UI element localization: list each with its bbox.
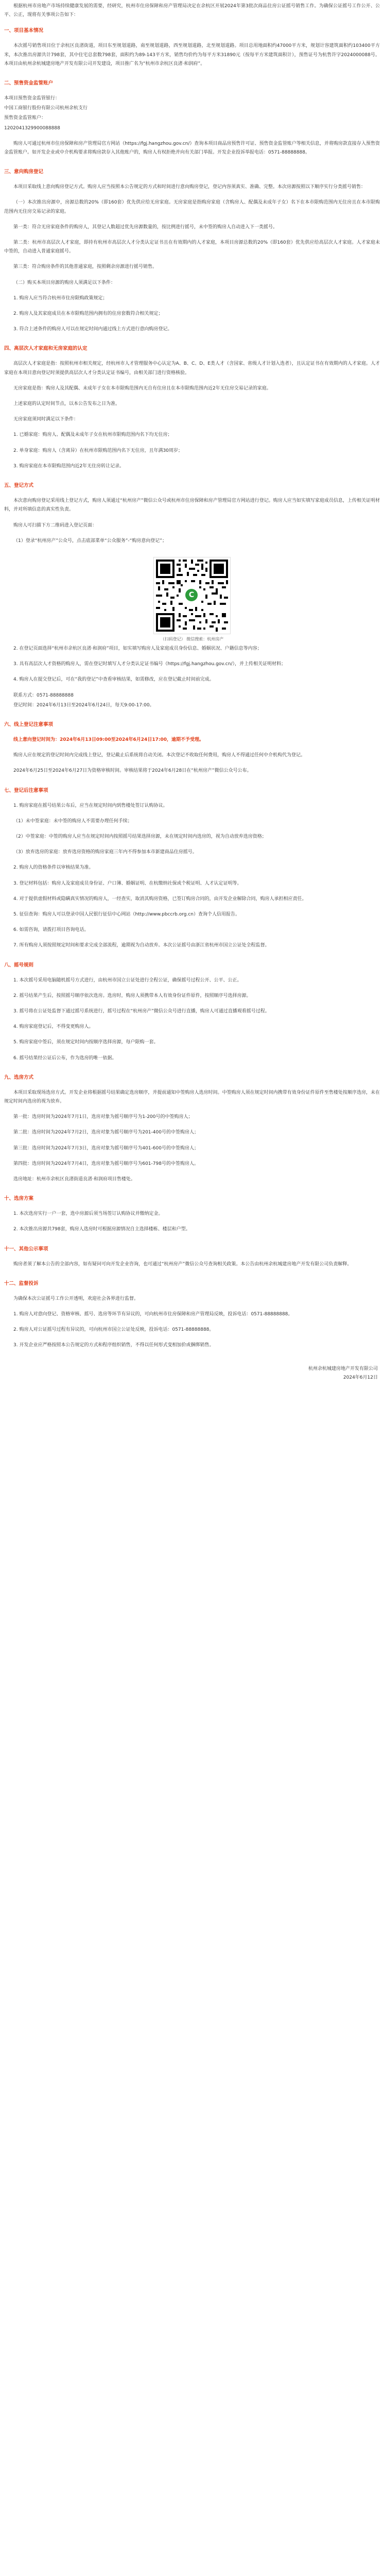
section-paragraph: 1. 本次选房实行一户一套，选中房源后须当场签订认购协议并缴纳定金。 [13, 1211, 163, 1217]
section-paragraph: （二）购买本项目房源的购房人须满足以下条件： [13, 280, 116, 285]
section-paragraph: 1. 购房人应当符合杭州市住房限购政策规定； [13, 295, 108, 301]
section-paragraph: 2024年6月25日至2024年6月27日为资格审核时间。审核结果将于2024年6月28日在“杭州房产”微信公众号公布。 [13, 768, 252, 774]
section-paragraph: 2. 摇号结果产生后，按照摇号顺序依次选房。选房时，购房人须携带本人有效身份证件原件，按照顺序号选择房源。 [13, 993, 251, 998]
section-paragraph: 7. 所有购房人须按照规定时间和要求完成全部流程，逾期视为自动放弃。本次公证摇号由浙江省杭州市国立公证处全程监督。 [13, 943, 270, 948]
section-paragraph: 6. 如需咨询，请拨打项目咨询电话。 [13, 927, 89, 933]
section-paragraph: 第一类：符合无房家庭条件的购房人，其登记人数超过优先房源数量的，按比例进行摇号，未中签的购房人自动进入下一类摇号。 [13, 224, 278, 230]
section-paragraph: 3. 具有高层次人才资格的购房人，需在登记时填写人才分类认定证书编号（https://fgj.hangzhou.gov.cn/），并上传相关证明材料； [13, 662, 286, 667]
section-paragraph: 第三批：选房时间为2024年7月3日，选房对象为摇号顺序号为401-600号的中签购房人； [13, 1145, 199, 1151]
section-paragraph: 本项目采取现场选房方式。开发企业将根据摇号结果确定选房顺序，并提前通知中签购房人选房时间。中签购房人须在规定时间内携带有效身份证件原件至售楼处按顺序选房，未在规定时间内选房的视为放弃。 [4, 1090, 380, 1104]
section-paragraph: 购房人应在规定的登记时间内完成线上登记，登记截止后系统将自动关闭。本次登记不收取任何费用，购房人不得通过任何中介机构代为登记。 [13, 753, 306, 758]
qr-logo [184, 587, 199, 603]
section-paragraph: 选房地址：杭州市余杭区良渚街道良渚·和润府项目售楼处。 [13, 1177, 135, 1182]
section-heading: 三、意向购房登记 [4, 169, 44, 175]
section-paragraph: 2. 在登记页面选择“杭州市余杭区良渚·和润府”项目，如实填写购房人及家庭成员身份信息、婚姻状况、户籍信息等内容； [13, 646, 262, 651]
intro-paragraph: 根据杭州市房地产市场持续健康发展的需要，经研究，杭州市住房保障和房产管理局决定在余杭区开展2024年第3批次商品住房公证摇号销售工作。为确保公证摇号工作公开、公平、公正，现将有关事项公告如下： [4, 4, 380, 18]
section-paragraph: 无房家庭是指：购房人及其配偶、未成年子女在本市限购范围内无自有住房且在本市限购范围内近2年无住房交易记录的家庭。 [13, 385, 271, 391]
section-paragraph: （2）中签家庭：中签的购房人应当在规定时间内按照摇号结果选择房源，未在规定时间内选房的，视为自动放弃选房资格； [13, 834, 267, 839]
highlight-paragraph: 线上意向登记时间为：2024年6月13日09:00至2024年6月24日17:00，逾期不予受理。 [13, 737, 204, 742]
section-heading: 六、线上登记注意事项 [4, 721, 54, 727]
section-paragraph: （1）登录“杭州房产”公众号，点击底部菜单“公众服务”-“购房意向登记”； [13, 538, 167, 544]
section-paragraph: （3）放弃选房的家庭：放弃选房资格的购房家庭三年内不得参加本市新建商品住房摇号。 [13, 850, 197, 855]
qr-caption-line2: 微信搜索：杭州房产 [186, 636, 224, 641]
section-heading: 十一、其他公示事项 [4, 1246, 48, 1252]
section-paragraph: 购房人可扫描下方二维码进入登记页面： [13, 522, 97, 528]
section-paragraph: 1. 购房人对意向登记、资格审核、摇号、选房等环节有异议的，可向杭州市住房保障和房产管理局反映，投诉电话：0571-88888888。 [13, 1312, 293, 1317]
section-paragraph: 3. 购房家庭在本市限购范围内近2年无住房转让记录。 [13, 463, 125, 469]
section-paragraph: 2. 购房人对公证摇号过程有异议的，可向杭州市国立公证处反映，投诉电话：0571-88888888。 [13, 1327, 214, 1333]
section-heading: 十、选房方案 [4, 1196, 34, 1202]
section-paragraph: 购房人可通过杭州市住房保障和房产管理局官方网站（https://fgj.hangzhou.gov.cn/）查询本项目商品房预售许可证、预售资金监管账户等相关信息，并将购房款直接存入预售资金监管账户。如开发企业或中介机构要求将购房款存入其他账户的，购房人有权拒绝并向有关部门举报。开发企业投诉举报电话：0571-88888888。 [4, 141, 380, 156]
qr-caption [151, 636, 233, 642]
section-paragraph: 4. 购房人在提交登记后，可在“我的登记”中查看审核结果，如需修改，应在登记截止时间前完成。 [13, 677, 214, 683]
section-paragraph: 2. 单身家庭：购房人（含离异）在杭州市限购范围内名下无住房，且年满30周岁； [13, 448, 183, 453]
qr-code[interactable] [153, 557, 231, 634]
section-paragraph: 第三类：符合购房条件的其他普通家庭，按照剩余房源进行摇号销售。 [13, 264, 158, 270]
registration-time-line: 登记时间：2024年6月13日至2024年6月24日，每天9:00-17:00。 [13, 702, 154, 708]
section-paragraph: 本项目预售资金监管银行： [4, 96, 60, 101]
section-paragraph: 3. 摇号将在公证处监督下通过摇号系统进行，摇号过程在“杭州房产”微信公众号进行直播，购房人可通过直播观看摇号过程。 [13, 1008, 270, 1014]
section-paragraph: 5. 购房家庭中签后，须在规定时间内按顺序选择房源，每户限购一套。 [13, 1040, 159, 1045]
section-paragraph: 为确保本次公证摇号工作公开透明，欢迎社会各界进行监督。 [13, 1296, 139, 1301]
section-paragraph: （一）本次推出房源中，房源总数的20%（即160套）优先供应给无房家庭。无房家庭是指购房家庭（含购房人、配偶及未成年子女）名下在本市限购范围内无住房且在本市限购范围内无住房交易记录的家庭。 [4, 200, 380, 214]
section-heading: 八、摇号规则 [4, 962, 34, 968]
section-paragraph: 3. 开发企业应严格按照本公告规定的方式和程序组织销售，不得以任何形式变相加价或捆绑销售。 [13, 1343, 214, 1348]
signoff-org: 杭州余杭城建房地产开发有限公司 [308, 1366, 378, 1371]
signoff [4, 1365, 378, 1382]
section-heading: 十二、监督投诉 [4, 1280, 39, 1286]
section-paragraph: 本次意向购房登记采用线上登记方式，购房人须通过“杭州房产”微信公众号或杭州市住房保障和房产管理局官方网站进行登记。购房人应当如实填写家庭成员信息，上传相关证明材料，并对所填信息的真实性负责。 [4, 498, 380, 513]
section-paragraph: 第四批：选房时间为2024年7月4日，选房对象为摇号顺序号为601-798号的中签购房人。 [13, 1161, 199, 1166]
section-paragraph: 本次摇号销售项目位于余杭区良渚街道，项目东至规划道路，南至规划道路，西至规划道路，北至规划道路。项目总用地面积约47000平方米，规划计容建筑面积约103400平方米，本次推出房源共计798套，其中住宅总套数798套，面积约为89-143平方米，销售均价约为每平方米31890元（按每平方米建筑面积计），预售证号为杭售许字2024000088号。本项目由杭州余杭城建房地产开发有限公司开发建设，项目推广名为“杭州市余杭区良渚·和润府”。 [4, 43, 380, 66]
qr-caption-line1: （扫码登记） [160, 636, 185, 641]
section-paragraph: 中国工商银行股份有限公司杭州余杭支行 [4, 106, 88, 111]
contact-line: 联系方式：0571-88888888 [13, 692, 74, 698]
section-paragraph: （1）未中签家庭：未中签的购房人不需要办理任何手续； [13, 818, 132, 824]
section-paragraph: 1202041329900088888 [4, 125, 60, 131]
section-paragraph: 2. 购房人的资格条件以审核结果为准。 [13, 865, 94, 871]
section-paragraph: 高层次人才家庭是指：按照杭州市相关规定，经杭州市人才管理服务中心认定为A、B、C、D、E类人才（含国家、省级人才计划入选者），且认定证书在有效期内的人才家庭。人才家庭在本项目意向登记时须提供高层次人才分类认定证书编号，由相关部门进行资格核验。 [4, 361, 380, 376]
section-paragraph: 上述家庭的认定时间节点，以本公告发布之日为准。 [13, 401, 120, 407]
section-paragraph: 2. 购房人及其家庭成员在本市限购范围内拥有的住房套数符合相关规定； [13, 311, 163, 317]
section-paragraph: 4. 购房家庭登记后，不得变更购房人。 [13, 1024, 94, 1030]
section-paragraph: 第二批：选房时间为2024年7月2日，选房对象为摇号顺序号为201-400号的中签购房人； [13, 1130, 199, 1136]
section-paragraph: 1. 本次摇号采用电脑随机摇号方式进行，由杭州市国立公证处进行全程公证，确保摇号过程公开、公平、公正。 [13, 977, 242, 983]
section-heading: 二、预售资金监管账户 [4, 80, 54, 87]
section-paragraph: 第一批：选房时间为2024年7月1日，选房对象为摇号顺序号为1-200号的中签购房人； [13, 1114, 193, 1120]
section-paragraph: 1. 已婚家庭：购房人、配偶及未成年子女在杭州市限购范围内名下均无住房； [13, 432, 172, 438]
section-heading: 四、高层次人才家庭和无房家庭的认定 [4, 346, 88, 352]
section-paragraph: 本项目采取线上意向购房登记方式。购房人应当按照本公告规定的方式和时间进行意向购房登记，登记内容须真实、准确、完整。本次房源按照以下顺序实行分类摇号销售： [13, 184, 366, 190]
section-paragraph: 6. 摇号结果经公证后公布，作为选房的唯一依据。 [13, 1055, 117, 1061]
qr-code-block [151, 557, 233, 642]
section-paragraph: 3. 登记材料包括：购房人及家庭成员身份证、户口簿、婚姻证明、在杭缴纳社保或个税证明、人才认定证明等。 [13, 880, 242, 886]
section-paragraph: 2. 本次推出房源共798套，购房人选房时可根据房源情况自主选择楼栋、楼层和户型。 [13, 1227, 190, 1232]
section-paragraph: 第二类：杭州市高层次人才家庭，即持有杭州市高层次人才分类认定证书且在有效期内的人才家庭，本项目房源总数的20%（即160套）优先供应给高层次人才家庭。人才家庭未中签的，自动进入普通家庭摇号。 [4, 240, 380, 255]
section-paragraph: 购房者须了解本公告的全部内容，如有疑问可向开发企业咨询，也可通过“杭州房产”微信公众号查询相关政策。本公告由杭州余杭城建房地产开发有限公司负责解释。 [13, 1261, 352, 1267]
section-paragraph: 预售资金监管账户： [4, 115, 46, 121]
section-paragraph: 无房家庭须同时满足以下条件： [13, 417, 79, 422]
signoff-date: 2024年6月12日 [343, 1375, 378, 1380]
section-heading: 五、登记方式 [4, 483, 34, 489]
section-paragraph: 1. 购房家庭在摇号结果公布后，应当在规定时间内到售楼处签订认购协议。 [13, 803, 168, 808]
section-heading: 一、项目基本情况 [4, 28, 44, 34]
app-logo-icon: C [185, 589, 198, 601]
section-paragraph: 5. 征信查询：购房人可以登录中国人民银行征信中心网站（http://www.pbccrb.org.cn）查询个人信用报告。 [13, 911, 240, 917]
section-heading: 九、选房方式 [4, 1074, 34, 1080]
section-paragraph: 4. 对于提供虚假材料或隐瞒真实情况的购房人，一经查实，取消其购房资格，已签订购房合同的，由开发企业解除合同，购房人承担相应责任。 [13, 896, 307, 902]
section-heading: 七、登记后注意事项 [4, 787, 48, 793]
section-paragraph: 3. 符合上述条件的购房人可以在规定时间内通过线上方式进行意向购房登记。 [13, 327, 172, 332]
